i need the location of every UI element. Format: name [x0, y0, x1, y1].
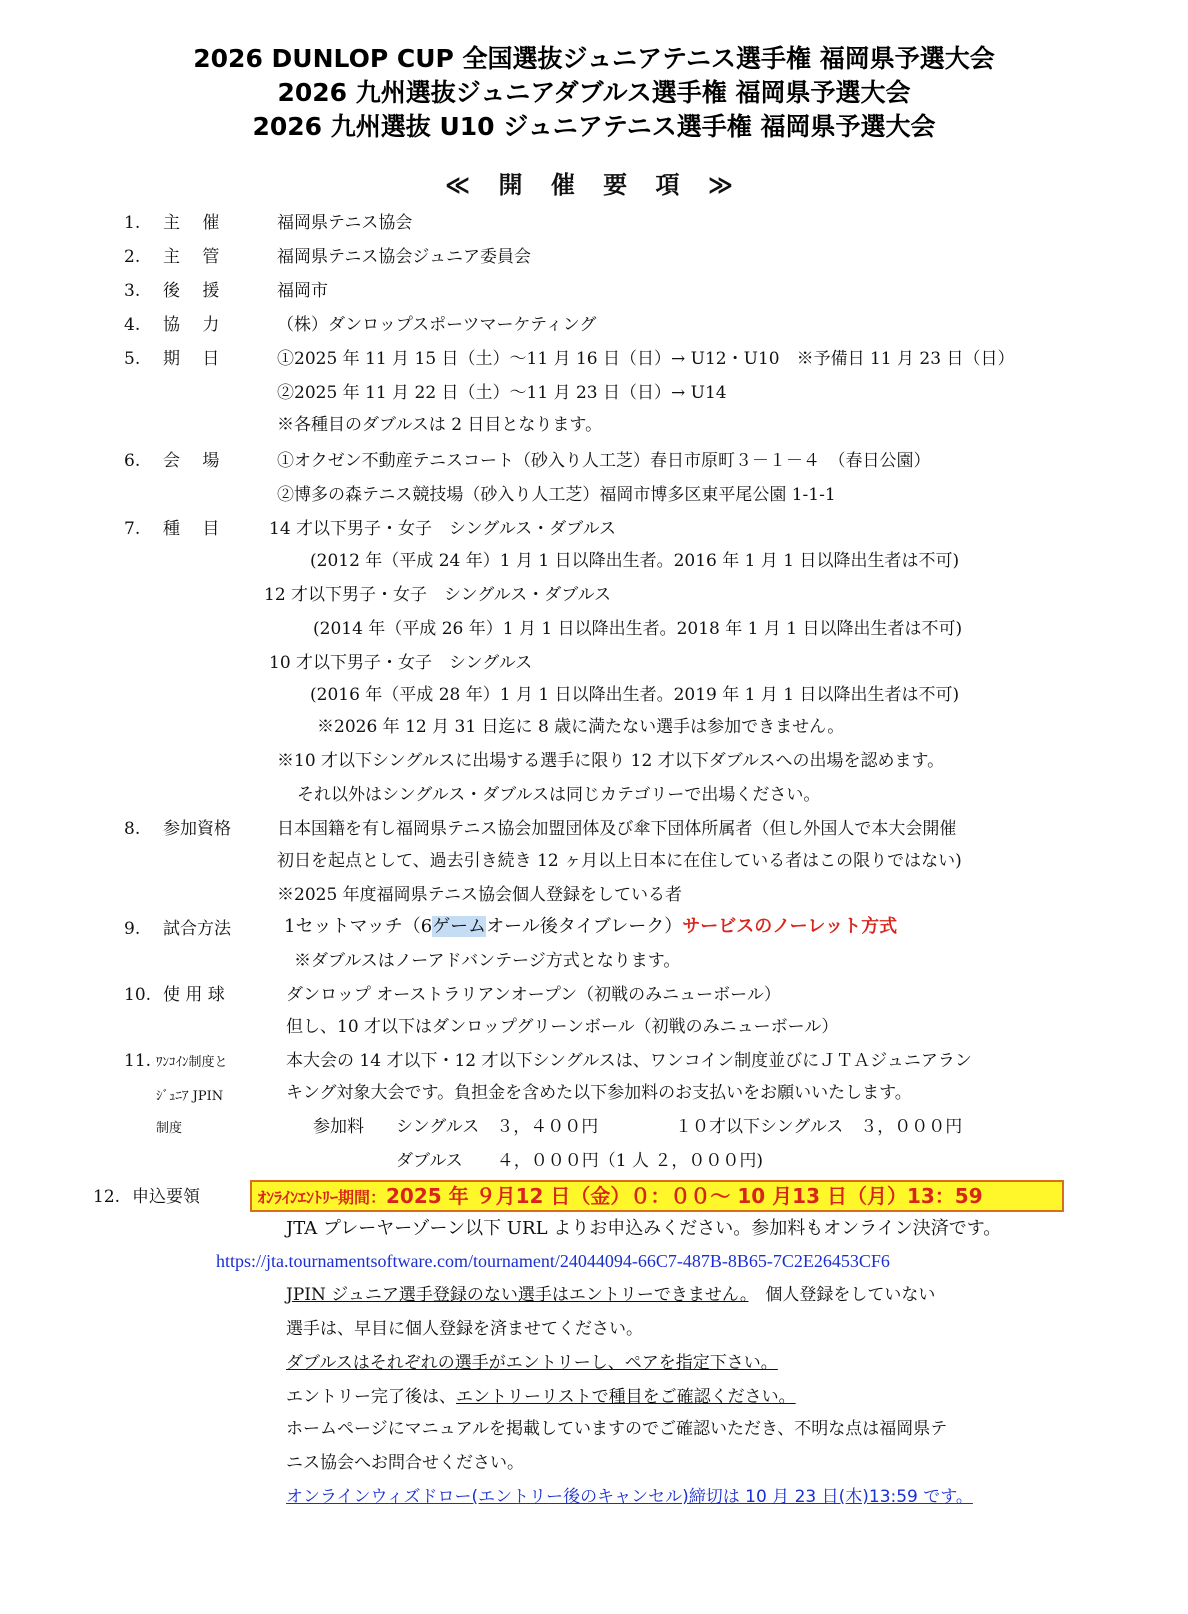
entry-confirm-note — [286, 1386, 796, 1408]
item-label: 主 催 — [163, 213, 220, 233]
item-number: 8. — [124, 819, 141, 839]
date-note: ※各種目のダブルスは 2 日目となります。 — [277, 415, 603, 435]
entry-period-label: ｵﾝﾗｲﾝｴﾝﾄﾘｰ期間： — [258, 1188, 387, 1207]
jpin-text: 個人登録をしていない — [748, 1285, 936, 1305]
title-line-1: 2026 DUNLOP CUP 全国選抜ジュニアテニス選手権 福岡県予選大会 — [193, 44, 995, 73]
manager: 福岡県テニス協会ジュニア委員会 — [277, 247, 531, 267]
item-number: 2. — [124, 247, 141, 267]
apply-instruction: JTA プレーヤーゾーン以下 URL よりお申込みください。参加料もオンライン決済です。 — [286, 1218, 1002, 1239]
item-number: 10. — [124, 985, 152, 1005]
entry-list-check: エントリーリストで種目をご確認ください。 — [456, 1387, 796, 1407]
item-number: 4. — [124, 315, 141, 335]
item-label: 会 場 — [163, 451, 220, 471]
event-u14-note: (2012 年（平成 24 年）1 月 1 日以降出生者。2016 年 1 月 1 日以降出生者は不可) — [310, 551, 960, 571]
item-label: 制度 — [156, 1121, 183, 1136]
item-number: 11. — [124, 1051, 152, 1071]
item-number: 3. — [124, 281, 141, 301]
no-let-rule: サービスのノーレット方式 — [682, 916, 898, 937]
item-number: 1. — [124, 213, 141, 233]
fee-u10-singles: １０才以下シングルス ３，０００円 — [675, 1117, 963, 1137]
title-line-2: 2026 九州選抜ジュニアダブルス選手権 福岡県予選大会 — [277, 78, 911, 107]
homepage-note: ニス協会へお問合せください。 — [286, 1453, 524, 1473]
fee-description: 本大会の 14 才以下・12 才以下シングルスは、ワンコイン制度並びにＪＴＡジュニアラン — [286, 1051, 972, 1071]
entry-period-banner — [250, 1180, 1064, 1212]
item-label: 申込要領 — [132, 1187, 200, 1207]
item-label: 使 用 球 — [163, 985, 225, 1005]
cooperation: （株）ダンロップスポーツマーケティング — [277, 315, 597, 335]
item-number: 6. — [124, 451, 141, 471]
entry-url-link[interactable]: https://jta.tournamentsoftware.com/tournament/24044094-66C7-487B-8B65-7C2E26453CF6 — [216, 1251, 890, 1271]
venue-line: ②博多の森テニス競技場（砂入り人工芝）福岡市博多区東平尾公園 1-1-1 — [277, 485, 836, 505]
organizer: 福岡県テニス協会 — [277, 213, 413, 233]
event-u14: 14 才以下男子・女子 シングルス・ダブルス — [269, 519, 617, 539]
match-format-text: オール後タイブレーク） — [486, 916, 683, 937]
item-number: 7. — [124, 519, 141, 539]
event-u10-note: (2016 年（平成 28 年）1 月 1 日以降出生者。2019 年 1 月 1 日以降出生者は不可) — [310, 685, 960, 705]
fee-label: 参加料 — [313, 1117, 364, 1137]
match-format — [284, 916, 897, 938]
section-heading: ≪ 開 催 要 項 ≫ — [444, 171, 744, 199]
homepage-note: ホームページにマニュアルを掲載していますのでご確認いただき、不明な点は福岡県テ — [286, 1419, 948, 1439]
eligibility-note: ※2025 年度福岡県テニス協会個人登録をしている者 — [277, 885, 682, 905]
item-number: 5. — [124, 349, 141, 369]
fee-singles: シングルス ３，４００円 — [396, 1117, 599, 1137]
fee-doubles: ダブルス ４，０００円（1 人 ２，０００円) — [396, 1151, 764, 1171]
eligibility-line: 初日を起点として、過去引き続き 12 ヶ月以上日本に在住している者はこの限りではない) — [277, 851, 962, 871]
item-label: 後 援 — [163, 281, 220, 301]
title-line-3: 2026 九州選抜 U10 ジュニアテニス選手権 福岡県予選大会 — [252, 112, 936, 141]
date-line: ②2025 年 11 月 22 日（土）～11 月 23 日（日）→ U14 — [277, 383, 727, 403]
date-line: ①2025 年 11 月 15 日（土）～11 月 16 日（日）→ U12・U10 ※予備日 11 月 23 日（日） — [277, 349, 1015, 369]
match-format-highlight: ゲーム — [432, 916, 487, 937]
venue-line: ①オクゼン不動産テニスコート（砂入り人工芝）春日市原町３－１－４ （春日公園） — [277, 451, 931, 471]
ball-line: 但し、10 才以下はダンロップグリーンボール（初戦のみニューボール） — [286, 1017, 839, 1037]
ball-line: ダンロップ オーストラリアンオープン（初戦のみニューボール） — [286, 985, 781, 1005]
jpin-notice-2: 選手は、早目に個人登録を済ませてください。 — [286, 1319, 643, 1339]
doubles-format-note: ※ダブルスはノーアドバンテージ方式となります。 — [294, 951, 681, 971]
support: 福岡市 — [277, 281, 328, 301]
event-u10: 10 才以下男子・女子 シングルス — [269, 653, 533, 673]
eligibility-line: 日本国籍を有し福岡県テニス協会加盟団体及び傘下団体所属者（但し外国人で本大会開催 — [277, 819, 957, 839]
item-label: 種 目 — [163, 519, 220, 539]
jpin-notice — [286, 1284, 935, 1306]
item-label: 参加資格 — [163, 819, 231, 839]
entry-confirm-text: エントリー完了後は、 — [286, 1387, 456, 1407]
item-label: 協 力 — [163, 315, 220, 335]
withdraw-deadline-link[interactable]: オンラインウィズドロー(エントリー後のキャンセル)締切は 10 月 23 日(木)13:59 です。 — [286, 1487, 973, 1507]
item-label: ﾜﾝｺｲﾝ制度と — [156, 1055, 228, 1070]
jpin-required: JPIN ジュニア選手登録のない選手はエントリーできません。 — [286, 1285, 749, 1305]
entry-period-dates: 2025 年 ９月12 日（金）０：００～ 10 月13 日（月）13：59 — [386, 1184, 983, 1208]
item-number: 12. — [93, 1187, 121, 1207]
match-format-text: 1セットマッチ（6 — [284, 916, 433, 937]
item-label: 試合方法 — [163, 919, 231, 939]
item-label: ｼﾞｭﾆｱ JPIN — [156, 1089, 224, 1104]
item-label: 期 日 — [163, 349, 220, 369]
event-u12-note: (2014 年（平成 26 年）1 月 1 日以降出生者。2018 年 1 月 1 日以降出生者は不可) — [313, 619, 963, 639]
doubles-entry-note: ダブルスはそれぞれの選手がエントリーし、ペアを指定下さい。 — [286, 1353, 778, 1373]
event-note: それ以外はシングルス・ダブルスは同じカテゴリーで出場ください。 — [297, 785, 821, 805]
fee-description: キング対象大会です。負担金を含めた以下参加料のお支払いをお願いいたします。 — [286, 1083, 912, 1103]
event-note: ※10 才以下シングルスに出場する選手に限り 12 才以下ダブルスへの出場を認めます。 — [277, 751, 945, 771]
event-u12: 12 才以下男子・女子 シングルス・ダブルス — [264, 585, 612, 605]
item-label: 主 管 — [163, 247, 220, 267]
item-number: 9. — [124, 919, 141, 939]
event-u10-age: ※2026 年 12 月 31 日迄に 8 歳に満たない選手は参加できません。 — [317, 717, 845, 737]
